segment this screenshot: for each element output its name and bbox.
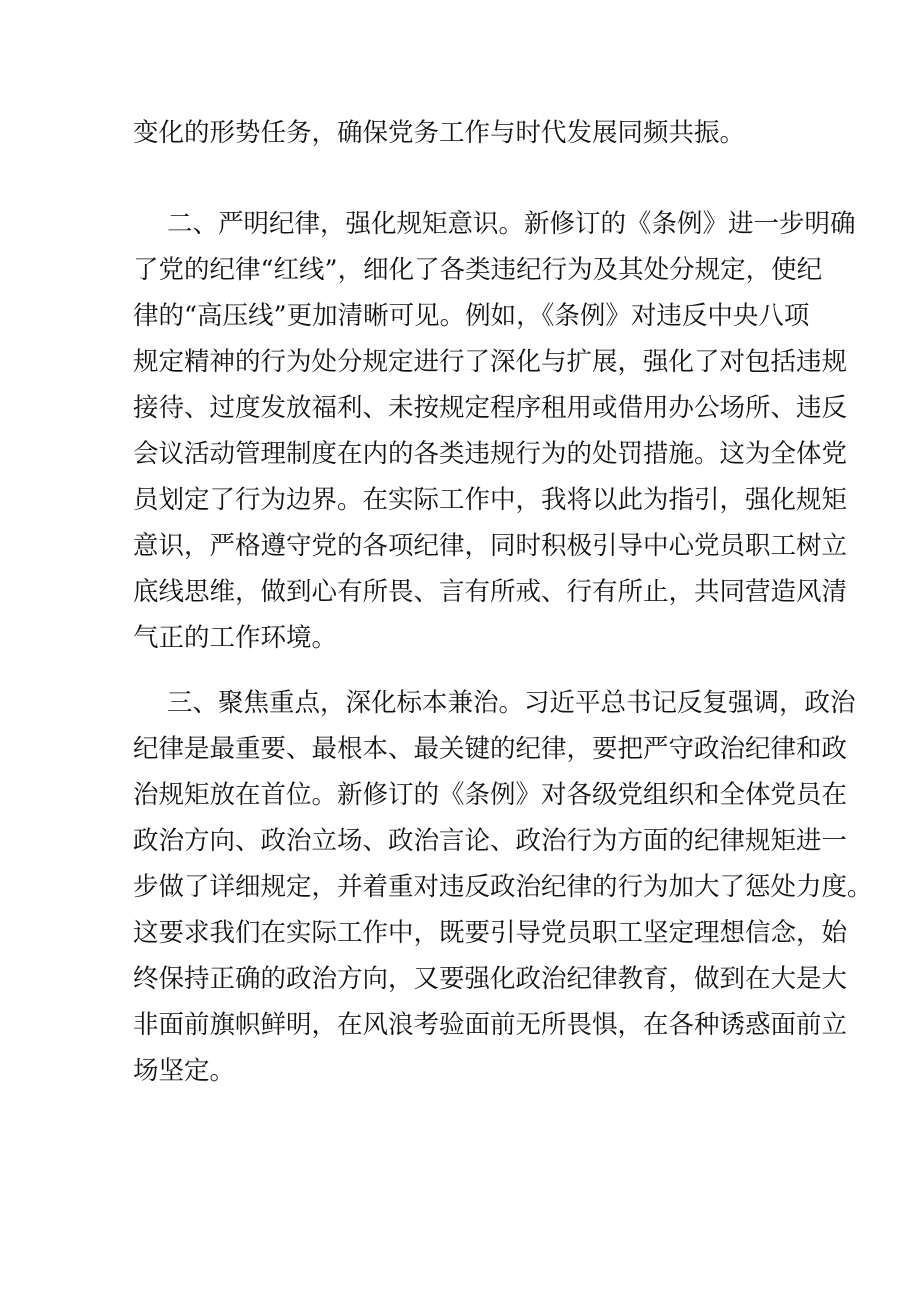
paragraph-line: 会议活动管理制度在内的各类违规行为的处罚措施。这为全体党 <box>133 439 848 469</box>
paragraph-line: 员划定了行为边界。在实际工作中，我将以此为指引，强化规矩 <box>133 485 848 515</box>
paragraph-line: 接待、过度发放福利、未按规定程序租用或借用办公场所、违反 <box>133 393 848 423</box>
paragraph-line: 非面前旗帜鲜明，在风浪考验面前无所畏惧，在各种诱惑面前立 <box>133 1010 848 1040</box>
paragraph-line: 二、严明纪律，强化规矩意识。新修订的《条例》进一步明确 <box>167 209 856 239</box>
paragraph-line: 治规矩放在首位。新修订的《条例》对各级党组织和全体党员在 <box>133 780 848 810</box>
paragraph-line: 三、聚焦重点，深化标本兼治。习近平总书记反复强调，政治 <box>167 688 856 718</box>
paragraph-line: 意识，严格遵守党的各项纪律，同时积极引导中心党员职工树立 <box>133 531 848 561</box>
paragraph-line: 场坚定。 <box>133 1056 236 1086</box>
paragraph-line: 步做了详细规定，并着重对违反政治纪律的行为加大了惩处力度。 <box>133 872 873 902</box>
paragraph-line: 规定精神的行为处分规定进行了深化与扩展，强化了对包括违规 <box>133 347 848 377</box>
paragraph-line: 终保持正确的政治方向，又要强化政治纪律教育，做到在大是大 <box>133 964 848 994</box>
paragraph-line: 了党的纪律“红线”，细化了各类违纪行为及其处分规定，使纪 <box>133 255 823 285</box>
paragraph-line: 底线思维，做到心有所畏、言有所戒、行有所止，共同营造风清 <box>133 577 848 607</box>
paragraph-line: 气正的工作环境。 <box>133 623 338 653</box>
paragraph-line: 律的“高压线”更加清晰可见。例如，《条例》对违反中央八项 <box>133 301 810 331</box>
paragraph-line: 纪律是最重要、最根本、最关键的纪律，要把严守政治纪律和政 <box>133 734 848 764</box>
paragraph-line: 政治方向、政治立场、政治言论、政治行为方面的纪律规矩进一 <box>133 826 848 856</box>
paragraph-line: 变化的形势任务，确保党务工作与时代发展同频共振。 <box>133 118 746 148</box>
paragraph-line: 这要求我们在实际工作中，既要引导党员职工坚定理想信念，始 <box>133 918 848 948</box>
